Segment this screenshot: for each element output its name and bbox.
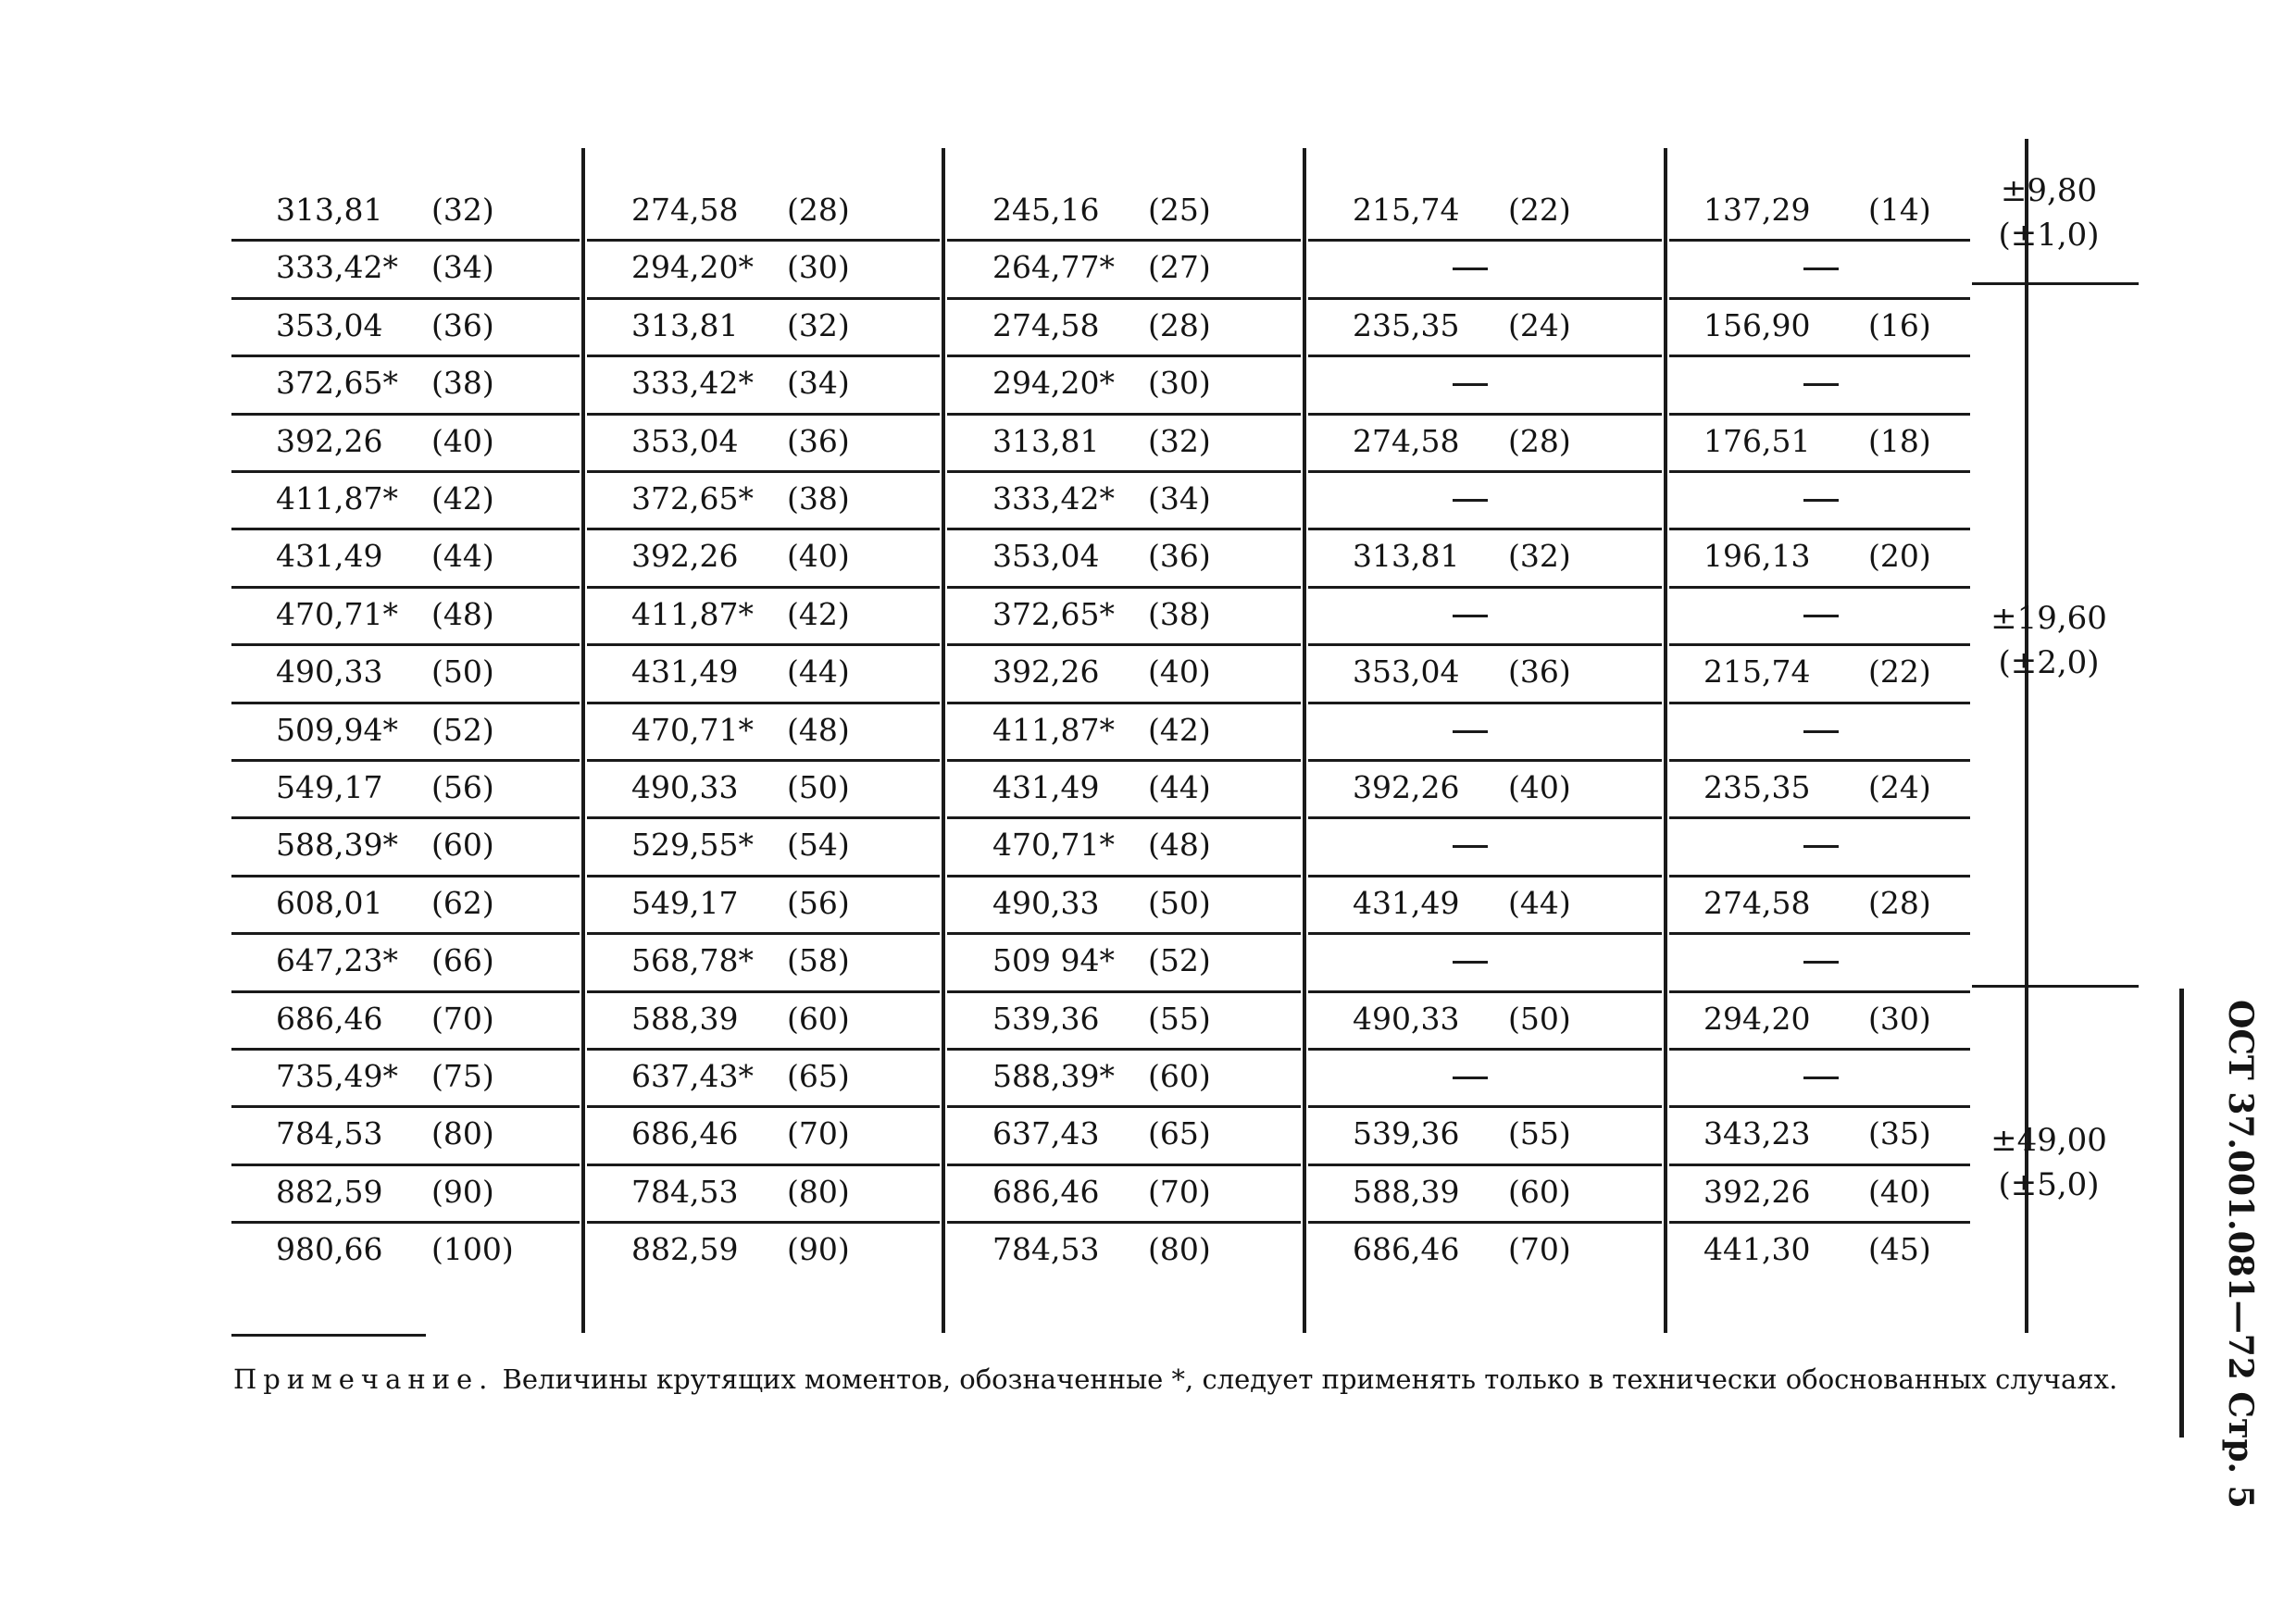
torque-kgf: (28) xyxy=(1868,885,1931,921)
torque-kgf: (24) xyxy=(1868,769,1931,805)
torque-value: 549,17 xyxy=(631,885,739,921)
note-rule xyxy=(231,1334,426,1337)
torque-kgf: (52) xyxy=(1148,942,1211,978)
torque-kgf: (70) xyxy=(431,1001,494,1037)
torque-value: 411,87* xyxy=(631,596,754,632)
table-cell xyxy=(631,704,909,756)
torque-value: 470,71* xyxy=(276,596,398,632)
table-cell xyxy=(631,1224,909,1276)
torque-value: 784,53 xyxy=(276,1115,383,1151)
empty-cell-dash xyxy=(1453,1077,1488,1079)
table-cell xyxy=(631,1051,909,1102)
empty-cell-dash xyxy=(1803,499,1839,502)
tolerance-kgf: (±2,0) xyxy=(1998,644,2100,681)
table-cell xyxy=(992,762,1270,814)
torque-kgf: (30) xyxy=(787,249,850,285)
torque-value: 588,39 xyxy=(1353,1174,1460,1210)
table-cell xyxy=(992,877,1270,929)
torque-value: 784,53 xyxy=(631,1174,739,1210)
table-cell xyxy=(276,1051,554,1102)
table-cell xyxy=(1353,1166,1630,1218)
table-cell xyxy=(276,242,554,293)
torque-value: 568,78* xyxy=(631,942,754,978)
empty-cell-dash xyxy=(1453,499,1488,502)
table-cell xyxy=(631,935,909,987)
table-cell xyxy=(1703,416,1981,467)
torque-kgf: (40) xyxy=(1148,653,1211,690)
torque-value: 431,49 xyxy=(1353,885,1460,921)
table-cell xyxy=(1353,416,1630,467)
torque-value: 490,33 xyxy=(276,653,383,690)
torque-value: 411,87* xyxy=(992,712,1115,748)
torque-kgf: (50) xyxy=(1508,1001,1571,1037)
torque-value: 608,01 xyxy=(276,885,383,921)
row-rule xyxy=(1308,470,1662,473)
table-cell xyxy=(1703,1224,1981,1276)
row-rule xyxy=(1669,355,1970,357)
torque-value: 549,17 xyxy=(276,769,383,805)
table-cell xyxy=(276,1108,554,1160)
empty-cell-dash xyxy=(1803,1077,1839,1079)
table-cell xyxy=(631,300,909,352)
torque-kgf: (60) xyxy=(787,1001,850,1037)
torque-value: 735,49* xyxy=(276,1058,398,1094)
table-cell xyxy=(1353,646,1630,698)
torque-kgf: (44) xyxy=(787,653,850,690)
table-cell xyxy=(1703,877,1981,929)
table-cell xyxy=(1353,300,1630,352)
row-rule xyxy=(1308,586,1662,589)
torque-value: 441,30 xyxy=(1703,1231,1811,1267)
torque-value: 411,87* xyxy=(276,480,398,517)
side-header-rule xyxy=(2179,989,2184,1438)
torque-kgf: (70) xyxy=(787,1115,850,1151)
torque-kgf: (40) xyxy=(1868,1174,1931,1210)
torque-value: 882,59 xyxy=(276,1174,383,1210)
torque-value: 294,20* xyxy=(631,249,754,285)
torque-value: 490,33 xyxy=(1353,1001,1460,1037)
torque-value: 431,49 xyxy=(276,538,383,574)
torque-kgf: (38) xyxy=(787,480,850,517)
torque-kgf: (66) xyxy=(431,942,494,978)
torque-value: 490,33 xyxy=(992,885,1100,921)
tolerance-main: ±19,60 xyxy=(1990,600,2107,637)
empty-cell-dash xyxy=(1453,730,1488,733)
torque-kgf: (14) xyxy=(1868,192,1931,228)
empty-cell-dash xyxy=(1453,268,1488,270)
torque-kgf: (34) xyxy=(1148,480,1211,517)
torque-value: 588,39* xyxy=(992,1058,1115,1094)
torque-value: 431,49 xyxy=(631,653,739,690)
table-cell xyxy=(992,473,1270,525)
torque-value: 274,58 xyxy=(1703,885,1811,921)
torque-kgf: (40) xyxy=(787,538,850,574)
torque-kgf: (44) xyxy=(1508,885,1571,921)
table-cell xyxy=(276,704,554,756)
table-cell xyxy=(631,242,909,293)
table-cell xyxy=(1703,993,1981,1045)
torque-value: 235,35 xyxy=(1703,769,1811,805)
torque-kgf: (25) xyxy=(1148,192,1211,228)
torque-kgf: (55) xyxy=(1148,1001,1211,1037)
empty-cell-dash xyxy=(1803,615,1839,617)
torque-value: 392,26 xyxy=(992,653,1100,690)
torque-value: 784,53 xyxy=(992,1231,1100,1267)
torque-value: 392,26 xyxy=(631,538,739,574)
torque-value: 686,46 xyxy=(992,1174,1100,1210)
torque-value: 588,39* xyxy=(276,827,398,863)
table-cell xyxy=(276,935,554,987)
torque-kgf: (32) xyxy=(787,307,850,343)
torque-value: 274,58 xyxy=(631,192,739,228)
empty-cell-dash xyxy=(1453,615,1488,617)
table-cell xyxy=(276,877,554,929)
torque-value: 137,29 xyxy=(1703,192,1811,228)
torque-kgf: (42) xyxy=(787,596,850,632)
table-cell xyxy=(276,1166,554,1218)
torque-value: 637,43 xyxy=(992,1115,1100,1151)
torque-kgf: (18) xyxy=(1868,423,1931,459)
torque-value: 539,36 xyxy=(992,1001,1100,1037)
torque-kgf: (62) xyxy=(431,885,494,921)
torque-value: 431,49 xyxy=(992,769,1100,805)
table-cell xyxy=(1353,877,1630,929)
empty-cell-dash xyxy=(1803,961,1839,964)
table-cell xyxy=(631,993,909,1045)
empty-cell-dash xyxy=(1453,383,1488,386)
torque-value: 313,81 xyxy=(631,307,739,343)
torque-value: 529,55* xyxy=(631,827,754,863)
table-cell xyxy=(992,300,1270,352)
torque-value: 156,90 xyxy=(1703,307,1811,343)
torque-kgf: (32) xyxy=(1148,423,1211,459)
torque-kgf: (32) xyxy=(1508,538,1571,574)
torque-kgf: (28) xyxy=(1148,307,1211,343)
torque-value: 353,04 xyxy=(1353,653,1460,690)
torque-kgf: (65) xyxy=(787,1058,850,1094)
table-cell xyxy=(992,819,1270,871)
torque-kgf: (22) xyxy=(1508,192,1571,228)
torque-kgf: (70) xyxy=(1148,1174,1211,1210)
empty-cell-dash xyxy=(1453,845,1488,848)
table-cell xyxy=(276,819,554,871)
table-cell xyxy=(276,530,554,582)
torque-kgf: (80) xyxy=(431,1115,494,1151)
torque-value: 509 94* xyxy=(992,942,1115,978)
torque-kgf: (36) xyxy=(1508,653,1571,690)
torque-kgf: (65) xyxy=(1148,1115,1211,1151)
table-cell xyxy=(1353,1108,1630,1160)
tolerance-kgf: (±1,0) xyxy=(1998,217,2100,254)
table-cell xyxy=(992,184,1270,236)
table-cell xyxy=(1703,1166,1981,1218)
torque-kgf: (34) xyxy=(787,365,850,401)
torque-kgf: (80) xyxy=(1148,1231,1211,1267)
row-rule xyxy=(1669,586,1970,589)
torque-value: 686,46 xyxy=(276,1001,383,1037)
table-cell xyxy=(992,646,1270,698)
torque-value: 333,42* xyxy=(631,365,754,401)
torque-kgf: (30) xyxy=(1148,365,1211,401)
footnote-label: Примечание. xyxy=(233,1363,494,1395)
torque-kgf: (50) xyxy=(1148,885,1211,921)
torque-kgf: (48) xyxy=(1148,827,1211,863)
table-cell xyxy=(992,1166,1270,1218)
torque-value: 980,66 xyxy=(276,1231,383,1267)
torque-kgf: (75) xyxy=(431,1058,494,1094)
torque-kgf: (50) xyxy=(787,769,850,805)
torque-kgf: (44) xyxy=(1148,769,1211,805)
row-rule xyxy=(1669,932,1970,935)
torque-kgf: (22) xyxy=(1868,653,1931,690)
torque-kgf: (58) xyxy=(787,942,850,978)
torque-kgf: (36) xyxy=(787,423,850,459)
torque-kgf: (80) xyxy=(787,1174,850,1210)
torque-kgf: (20) xyxy=(1868,538,1931,574)
torque-value: 343,23 xyxy=(1703,1115,1811,1151)
torque-kgf: (100) xyxy=(431,1231,514,1267)
table-cell xyxy=(631,473,909,525)
torque-value: 470,71* xyxy=(631,712,754,748)
empty-cell-dash xyxy=(1803,845,1839,848)
torque-value: 686,46 xyxy=(631,1115,739,1151)
table-cell xyxy=(992,416,1270,467)
torque-value: 637,43* xyxy=(631,1058,754,1094)
torque-value: 245,16 xyxy=(992,192,1100,228)
footnote-text: Величины крутящих моментов, обозначенные *, следует применять только в технически обоснованных случаях. xyxy=(493,1363,2118,1395)
row-rule xyxy=(1669,239,1970,242)
table-cell xyxy=(992,1224,1270,1276)
torque-kgf: (48) xyxy=(787,712,850,748)
row-rule xyxy=(1669,702,1970,704)
table-cell xyxy=(631,1166,909,1218)
torque-kgf: (42) xyxy=(431,480,494,517)
row-rule xyxy=(1669,1048,1970,1051)
torque-value: 294,20* xyxy=(992,365,1115,401)
torque-kgf: (36) xyxy=(431,307,494,343)
tolerance-group-rule xyxy=(1972,985,2139,988)
row-rule xyxy=(1669,470,1970,473)
tolerance-label xyxy=(1979,596,2118,685)
table-cell xyxy=(631,530,909,582)
column-divider xyxy=(942,148,945,1333)
table-cell xyxy=(631,819,909,871)
table-cell xyxy=(631,762,909,814)
table-cell xyxy=(992,530,1270,582)
tolerance-kgf: (±5,0) xyxy=(1998,1166,2100,1203)
torque-kgf: (28) xyxy=(787,192,850,228)
torque-kgf: (36) xyxy=(1148,538,1211,574)
torque-value: 539,36 xyxy=(1353,1115,1460,1151)
torque-kgf: (27) xyxy=(1148,249,1211,285)
table-cell xyxy=(992,242,1270,293)
column-divider xyxy=(1303,148,1306,1333)
torque-value: 392,26 xyxy=(1353,769,1460,805)
torque-value: 294,20 xyxy=(1703,1001,1811,1037)
table-cell xyxy=(631,646,909,698)
torque-value: 333,42* xyxy=(992,480,1115,517)
table-cell xyxy=(1703,1108,1981,1160)
table-cell xyxy=(1703,184,1981,236)
torque-kgf: (16) xyxy=(1868,307,1931,343)
torque-value: 313,81 xyxy=(1353,538,1460,574)
table-cell xyxy=(992,357,1270,409)
table-cell xyxy=(992,1051,1270,1102)
table-cell xyxy=(631,877,909,929)
table-cell xyxy=(1353,762,1630,814)
empty-cell-dash xyxy=(1803,730,1839,733)
table-cell xyxy=(276,300,554,352)
torque-kgf: (42) xyxy=(1148,712,1211,748)
torque-kgf: (24) xyxy=(1508,307,1571,343)
table-cell xyxy=(631,184,909,236)
torque-value: 215,74 xyxy=(1703,653,1811,690)
torque-kgf: (56) xyxy=(431,769,494,805)
torque-kgf: (60) xyxy=(431,827,494,863)
table-cell xyxy=(1353,530,1630,582)
row-rule xyxy=(1308,816,1662,819)
torque-value: 333,42* xyxy=(276,249,398,285)
row-rule xyxy=(1308,355,1662,357)
torque-value: 392,26 xyxy=(1703,1174,1811,1210)
torque-kgf: (55) xyxy=(1508,1115,1571,1151)
torque-kgf: (60) xyxy=(1148,1058,1211,1094)
torque-value: 882,59 xyxy=(631,1231,739,1267)
torque-kgf: (30) xyxy=(1868,1001,1931,1037)
torque-value: 196,13 xyxy=(1703,538,1811,574)
torque-kgf: (54) xyxy=(787,827,850,863)
table-cell xyxy=(276,1224,554,1276)
torque-kgf: (48) xyxy=(431,596,494,632)
row-rule xyxy=(1308,932,1662,935)
torque-kgf: (44) xyxy=(431,538,494,574)
table-cell xyxy=(276,473,554,525)
torque-kgf: (52) xyxy=(431,712,494,748)
table-cell xyxy=(1703,300,1981,352)
torque-value: 313,81 xyxy=(992,423,1100,459)
torque-value: 686,46 xyxy=(1353,1231,1460,1267)
torque-value: 215,74 xyxy=(1353,192,1460,228)
torque-value: 509,94* xyxy=(276,712,398,748)
empty-cell-dash xyxy=(1803,383,1839,386)
tolerance-label xyxy=(1979,1118,2118,1207)
torque-value: 274,58 xyxy=(992,307,1100,343)
tolerance-main: ±9,80 xyxy=(2000,172,2098,209)
torque-kgf: (60) xyxy=(1508,1174,1571,1210)
torque-kgf: (70) xyxy=(1508,1231,1571,1267)
tolerance-label xyxy=(1979,168,2118,257)
torque-kgf: (28) xyxy=(1508,423,1571,459)
row-rule xyxy=(1669,816,1970,819)
torque-value: 372,65* xyxy=(276,365,398,401)
table-cell xyxy=(992,704,1270,756)
torque-value: 647,23* xyxy=(276,942,398,978)
torque-value: 392,26 xyxy=(276,423,383,459)
table-cell xyxy=(992,1108,1270,1160)
table-cell xyxy=(992,935,1270,987)
torque-value: 264,77* xyxy=(992,249,1115,285)
torque-value: 372,65* xyxy=(631,480,754,517)
table-cell xyxy=(631,357,909,409)
table-cell xyxy=(1703,762,1981,814)
torque-value: 176,51 xyxy=(1703,423,1811,459)
side-header: ОСТ 37.001.081—72 Стр. 5 xyxy=(2221,1000,2260,1509)
torque-kgf: (38) xyxy=(431,365,494,401)
table-cell xyxy=(276,416,554,467)
torque-value: 588,39 xyxy=(631,1001,739,1037)
table-cell xyxy=(276,357,554,409)
torque-kgf: (32) xyxy=(431,192,494,228)
row-rule xyxy=(1308,239,1662,242)
torque-kgf: (45) xyxy=(1868,1231,1931,1267)
tolerance-group-rule xyxy=(1972,282,2139,285)
table-cell xyxy=(992,589,1270,641)
torque-kgf: (40) xyxy=(431,423,494,459)
table-cell xyxy=(276,589,554,641)
torque-kgf: (34) xyxy=(431,249,494,285)
empty-cell-dash xyxy=(1453,961,1488,964)
torque-value: 353,04 xyxy=(992,538,1100,574)
table-cell xyxy=(276,184,554,236)
footnote xyxy=(233,1361,2140,1398)
table-cell xyxy=(276,762,554,814)
table-cell xyxy=(631,416,909,467)
table-cell xyxy=(1353,184,1630,236)
torque-value: 313,81 xyxy=(276,192,383,228)
column-divider xyxy=(1664,148,1667,1333)
row-rule xyxy=(1308,1048,1662,1051)
table-cell xyxy=(276,646,554,698)
row-rule xyxy=(1308,702,1662,704)
torque-value: 490,33 xyxy=(631,769,739,805)
torque-kgf: (90) xyxy=(431,1174,494,1210)
torque-kgf: (56) xyxy=(787,885,850,921)
torque-kgf: (35) xyxy=(1868,1115,1931,1151)
table-cell xyxy=(276,993,554,1045)
table-cell xyxy=(992,993,1270,1045)
torque-kgf: (50) xyxy=(431,653,494,690)
column-divider xyxy=(581,148,585,1333)
torque-kgf: (40) xyxy=(1508,769,1571,805)
table-cell xyxy=(631,1108,909,1160)
torque-kgf: (90) xyxy=(787,1231,850,1267)
torque-value: 274,58 xyxy=(1353,423,1460,459)
torque-kgf: (38) xyxy=(1148,596,1211,632)
torque-value: 353,04 xyxy=(631,423,739,459)
torque-value: 353,04 xyxy=(276,307,383,343)
torque-value: 235,35 xyxy=(1353,307,1460,343)
table-cell xyxy=(631,589,909,641)
table-cell xyxy=(1703,646,1981,698)
table-cell xyxy=(1353,1224,1630,1276)
torque-value: 372,65* xyxy=(992,596,1115,632)
empty-cell-dash xyxy=(1803,268,1839,270)
table-cell xyxy=(1353,993,1630,1045)
table-cell xyxy=(1703,530,1981,582)
tolerance-main: ±49,00 xyxy=(1990,1122,2107,1159)
torque-value: 470,71* xyxy=(992,827,1115,863)
